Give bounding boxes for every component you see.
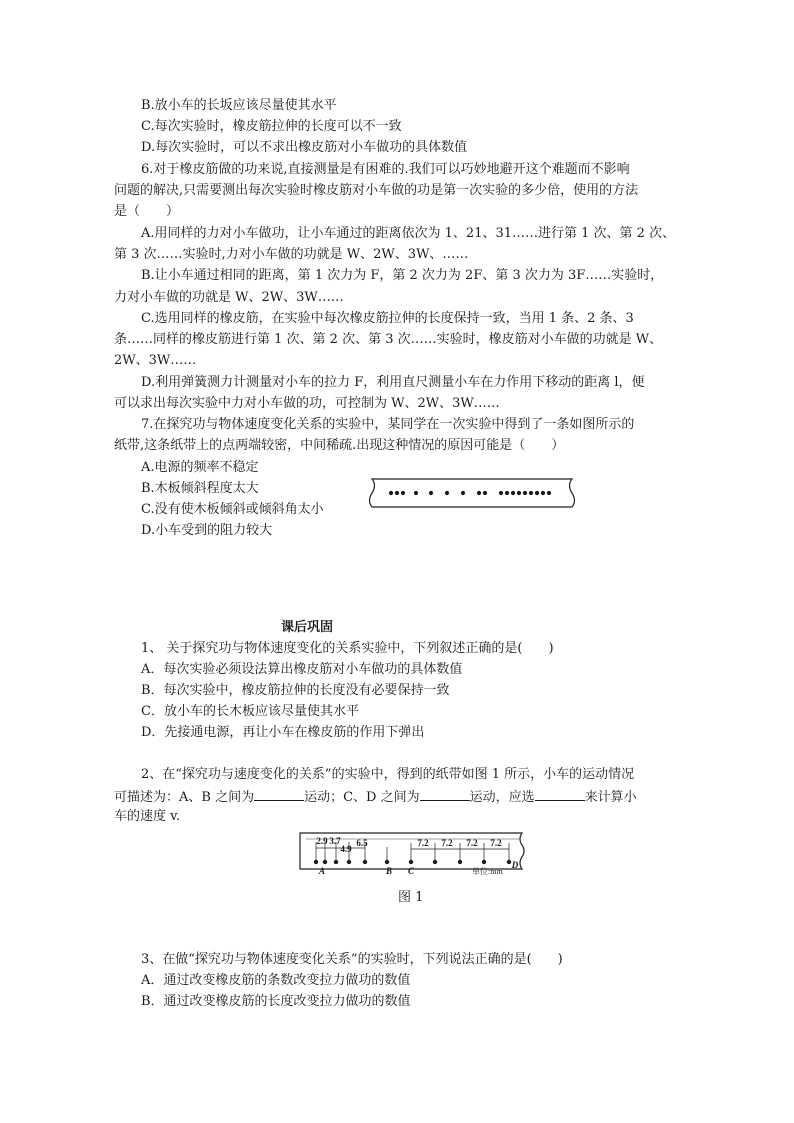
point-label-a: A (318, 866, 326, 876)
q1-option-b: B．每次实验中，橡皮筋拉伸的长度没有必要保持一致 (141, 683, 450, 698)
q2-text-ab: 可描述为：A、B 之间为 (114, 790, 255, 805)
tape-figure-1 (296, 829, 528, 881)
point-label-b: B (385, 866, 393, 876)
q6-option-d-line2: 可以求出每次实验中力对小车做的功，可控制为 W、2W、3W…… (114, 396, 500, 411)
q2-stem-line3: 车的速度 v. (114, 809, 181, 824)
q2-text-choose: 运动，应选 (469, 790, 535, 805)
q3-option-b: B．通过改变橡皮筋的长度改变拉力做功的数值 (141, 994, 411, 1009)
q1-option-c: C．放小车的长木板应该尽量使其水平 (141, 704, 359, 719)
q6-option-b-line2: 力对小车做的功就是 W、2W、3W…… (114, 290, 344, 305)
tape-label-seg7: 7.2 (466, 838, 478, 848)
q5-option-d: D.每次实验时，可以不求出橡皮筋对小车做功的具体数值 (141, 140, 468, 155)
answer-blank-cd[interactable] (420, 786, 470, 801)
q7-option-c: C.没有使木板倾斜或倾斜角太小 (141, 502, 324, 517)
q2-text-compute: 来计算小 (584, 790, 637, 805)
q7-option-a: A.电源的频率不稳定 (141, 460, 259, 475)
q2-text-cd: 运动；C、D 之间为 (304, 790, 420, 805)
answer-blank-ab[interactable] (254, 786, 304, 801)
q6-option-c-line1: C.选用同样的橡皮筋，在实验中每次橡皮筋拉伸的长度保持一致，当用 1 条、2 条、3 (141, 311, 634, 326)
tape-label-seg3: 4.9 (340, 844, 352, 854)
tape-label-seg4: 6.5 (356, 838, 368, 848)
section-title: 课后巩固 (281, 620, 334, 635)
q6-option-b-line1: B.让小车通过相同的距离，第 1 次力为 F，第 2 次力为 2F、第 3 次力为 3F……实验时， (141, 268, 664, 283)
tape-label-seg6: 7.2 (441, 838, 453, 848)
point-label-d: D (511, 860, 519, 870)
q6-stem-line3: 是（ ） (114, 204, 180, 219)
q2-stem-line1: 2、在“探究功与速度变化的关系”的实验中，得到的纸带如图 1 所示，小车的运动情况 (141, 767, 635, 782)
q6-option-a-line1: A.用同样的力对小车做功，让小车通过的距离依次为 1、21、31……进行第 1 次、第 2 次、 (141, 226, 676, 241)
tape-unit-label: 单位:mm (472, 867, 503, 876)
point-label-c: C (407, 866, 415, 876)
q1-stem: 1、 关于探究功与物体速度变化的关系实验中，下列叙述正确的是( ) (141, 641, 554, 656)
q6-option-c-line3: 2W、3W…… (114, 353, 197, 368)
tape-label-seg2: 3.7 (329, 836, 341, 846)
answer-blank-choice[interactable] (535, 786, 585, 801)
q6-stem-line2: 问题的解决,只需要测出每次实验时橡皮筋对小车做的功是第一次实验的多少倍，使用的方法 (114, 183, 639, 198)
q5-option-c: C.每次实验时，橡皮筋拉伸的长度可以不一致 (141, 119, 402, 134)
q2-stem-line2 (114, 786, 637, 808)
figure-caption: 图 1 (398, 890, 424, 905)
q7-stem-line2: 纸带,这条纸带上的点两端较密，中间稀疏.出现这种情况的原因可能是（ ） (114, 438, 565, 453)
q1-option-d: D．先接通电源，再让小车在橡皮筋的作用下弹出 (141, 725, 425, 740)
q5-option-b: B.放小车的长坂应该尽量使其水平 (141, 98, 337, 113)
q3-stem: 3、在做“探究功与物体速度变化关系”的实验时，下列说法正确的是( ) (141, 952, 563, 967)
q7-stem-line1: 7.在探究功与物体速度变化关系的实验中，某同学在一次实验中得到了一条如图所示的 (141, 417, 635, 432)
q6-option-a-line2: 第 3 次……实验时,力对小车做的功就是 W、2W、3W、…… (114, 247, 469, 262)
q7-option-b: B.木板倾斜程度太大 (141, 481, 259, 496)
q7-option-d: D.小车受到的阻力较大 (141, 523, 273, 538)
tape-label-seg8: 7.2 (490, 838, 502, 848)
tape-label-seg1: 2.9 (316, 836, 328, 846)
q6-option-d-line1: D.利用弹簧测力计测量对小车的拉力 F，利用直尺测量小车在力作用下移动的距离 l，便 (141, 375, 645, 390)
q1-option-a: A．每次实验必须设法算出橡皮筋对小车做功的具体数值 (141, 662, 463, 677)
tape-label-seg5: 7.2 (417, 838, 429, 848)
q3-option-a: A．通过改变橡皮筋的条数改变拉力做功的数值 (141, 973, 411, 988)
paper-tape-figure (366, 475, 578, 511)
q6-option-c-line2: 条……同样的橡皮筋进行第 1 次、第 2 次、第 3 次……实验时，橡皮筋对小车做的功就是 W、 (114, 332, 663, 347)
q6-stem-line1: 6.对于橡皮筋做的功来说,直接测量是有困难的.我们可以巧妙地避开这个难题而不影响 (141, 162, 630, 177)
